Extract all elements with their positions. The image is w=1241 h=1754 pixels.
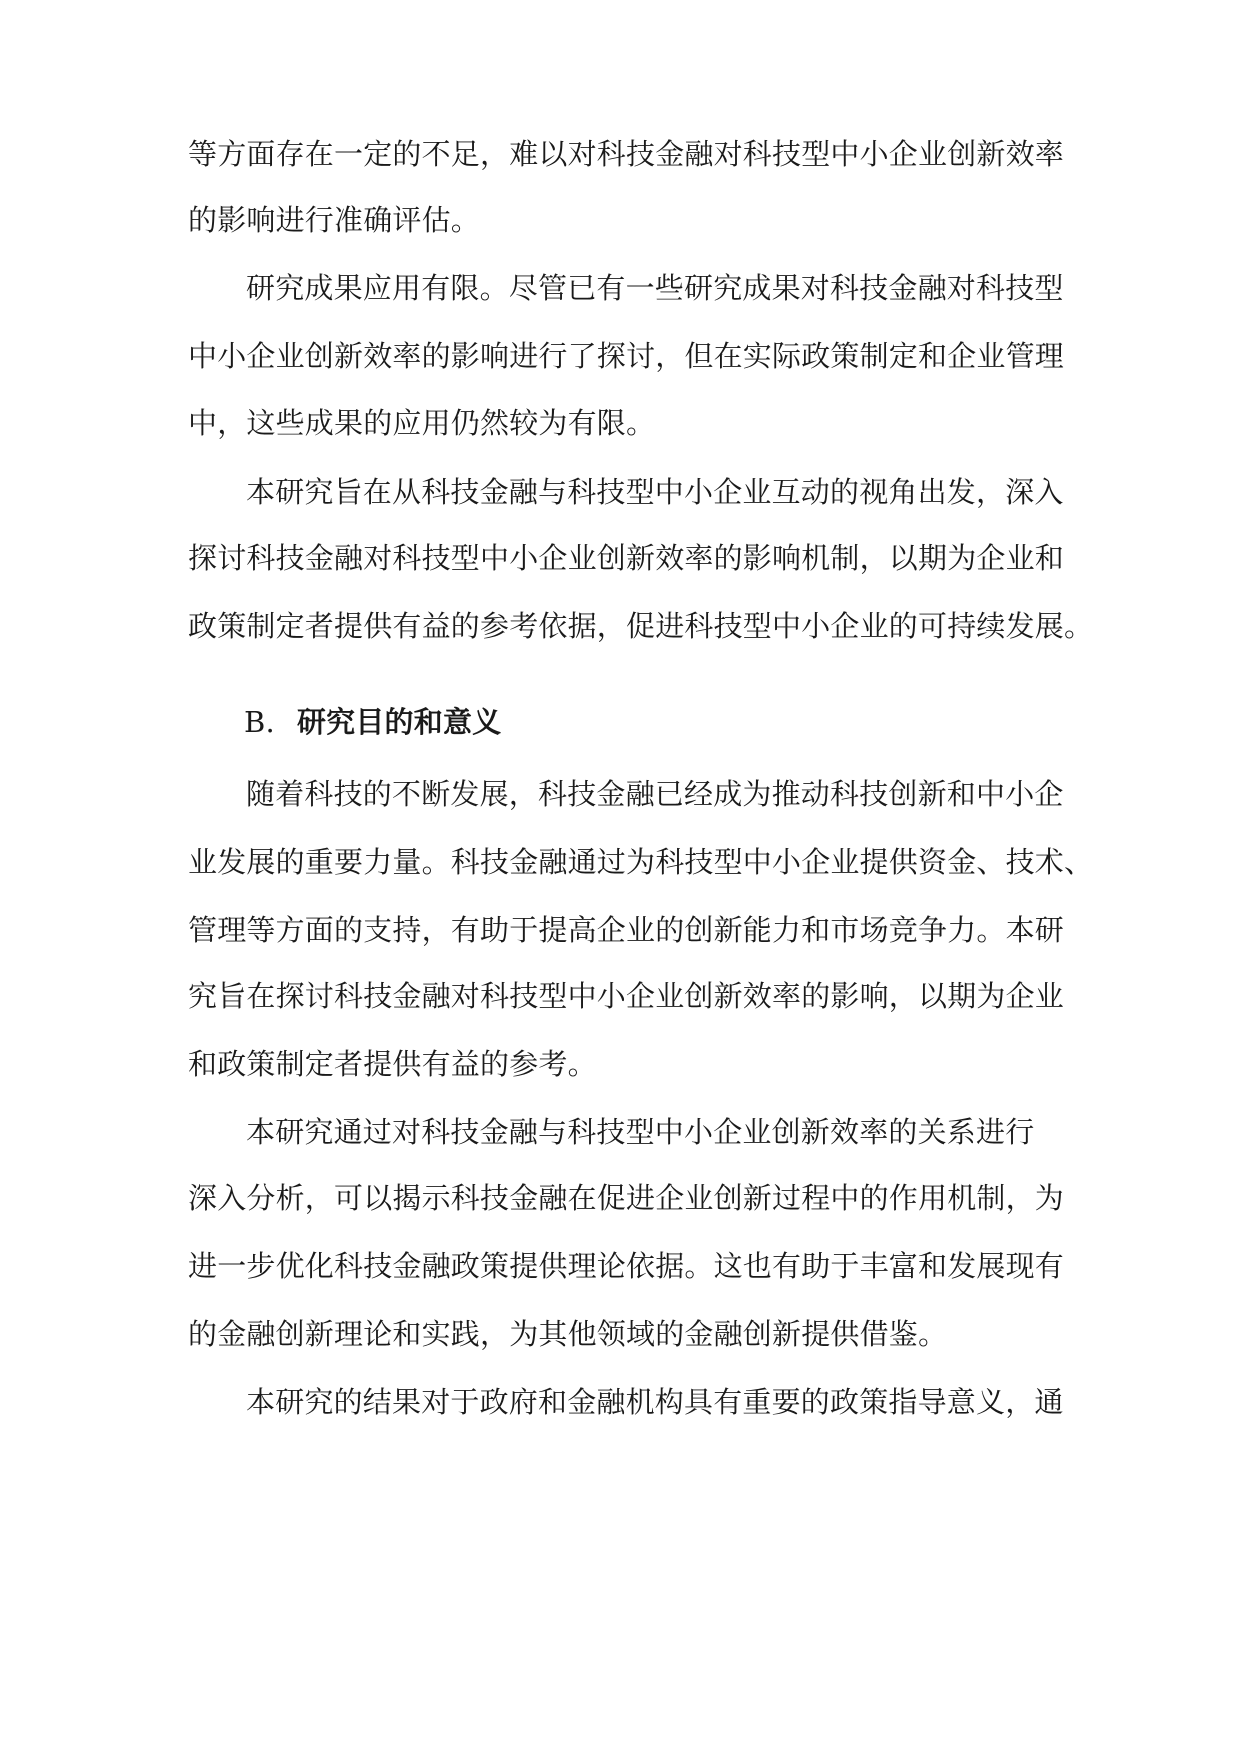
section-title: 研究目的和意义	[296, 705, 502, 739]
paragraph-3-line-1: 本研究旨在从科技金融与科技型中小企业互动的视角出发，深入	[246, 475, 1064, 509]
paragraph-4-line-1: 随着科技的不断发展，科技金融已经成为推动科技创新和中小企	[246, 777, 1064, 811]
paragraph-1-line-2: 的影响进行准确评估。	[188, 203, 481, 237]
paragraph-5-line-2: 深入分析，可以揭示科技金融在促进企业创新过程中的作用机制，为	[188, 1181, 1065, 1215]
section-heading	[244, 702, 501, 742]
paragraph-4-line-4: 究旨在探讨科技金融对科技型中小企业创新效率的影响，以期为企业	[188, 979, 1065, 1013]
paragraph-2-line-3: 中，这些成果的应用仍然较为有限。	[188, 406, 656, 440]
paragraph-2-line-1: 研究成果应用有限。尽管已有一些研究成果对科技金融对科技型	[246, 271, 1064, 305]
paragraph-5-line-3: 进一步优化科技金融政策提供理论依据。这也有助于丰富和发展现有	[188, 1249, 1065, 1283]
paragraph-5-line-1: 本研究通过对科技金融与科技型中小企业创新效率的关系进行	[246, 1115, 1035, 1149]
paragraph-6-line-1: 本研究的结果对于政府和金融机构具有重要的政策指导意义，通	[246, 1385, 1064, 1419]
paragraph-4-line-2: 业发展的重要力量。科技金融通过为科技型中小企业提供资金、技术、	[188, 845, 1094, 879]
section-label: B.	[244, 705, 275, 739]
paragraph-3-line-2: 探讨科技金融对科技型中小企业创新效率的影响机制，以期为企业和	[188, 541, 1065, 575]
paragraph-5-line-4: 的金融创新理论和实践，为其他领域的金融创新提供借鉴。	[188, 1317, 948, 1351]
paragraph-4-line-5: 和政策制定者提供有益的参考。	[188, 1047, 597, 1081]
paragraph-3-line-3: 政策制定者提供有益的参考依据，促进科技型中小企业的可持续发展。	[188, 609, 1094, 643]
paragraph-2-line-2: 中小企业创新效率的影响进行了探讨，但在实际政策制定和企业管理	[188, 339, 1065, 373]
paragraph-4-line-3: 管理等方面的支持，有助于提高企业的创新能力和市场竞争力。本研	[188, 913, 1065, 947]
paragraph-1-line-1: 等方面存在一定的不足，难以对科技金融对科技型中小企业创新效率	[188, 137, 1065, 171]
